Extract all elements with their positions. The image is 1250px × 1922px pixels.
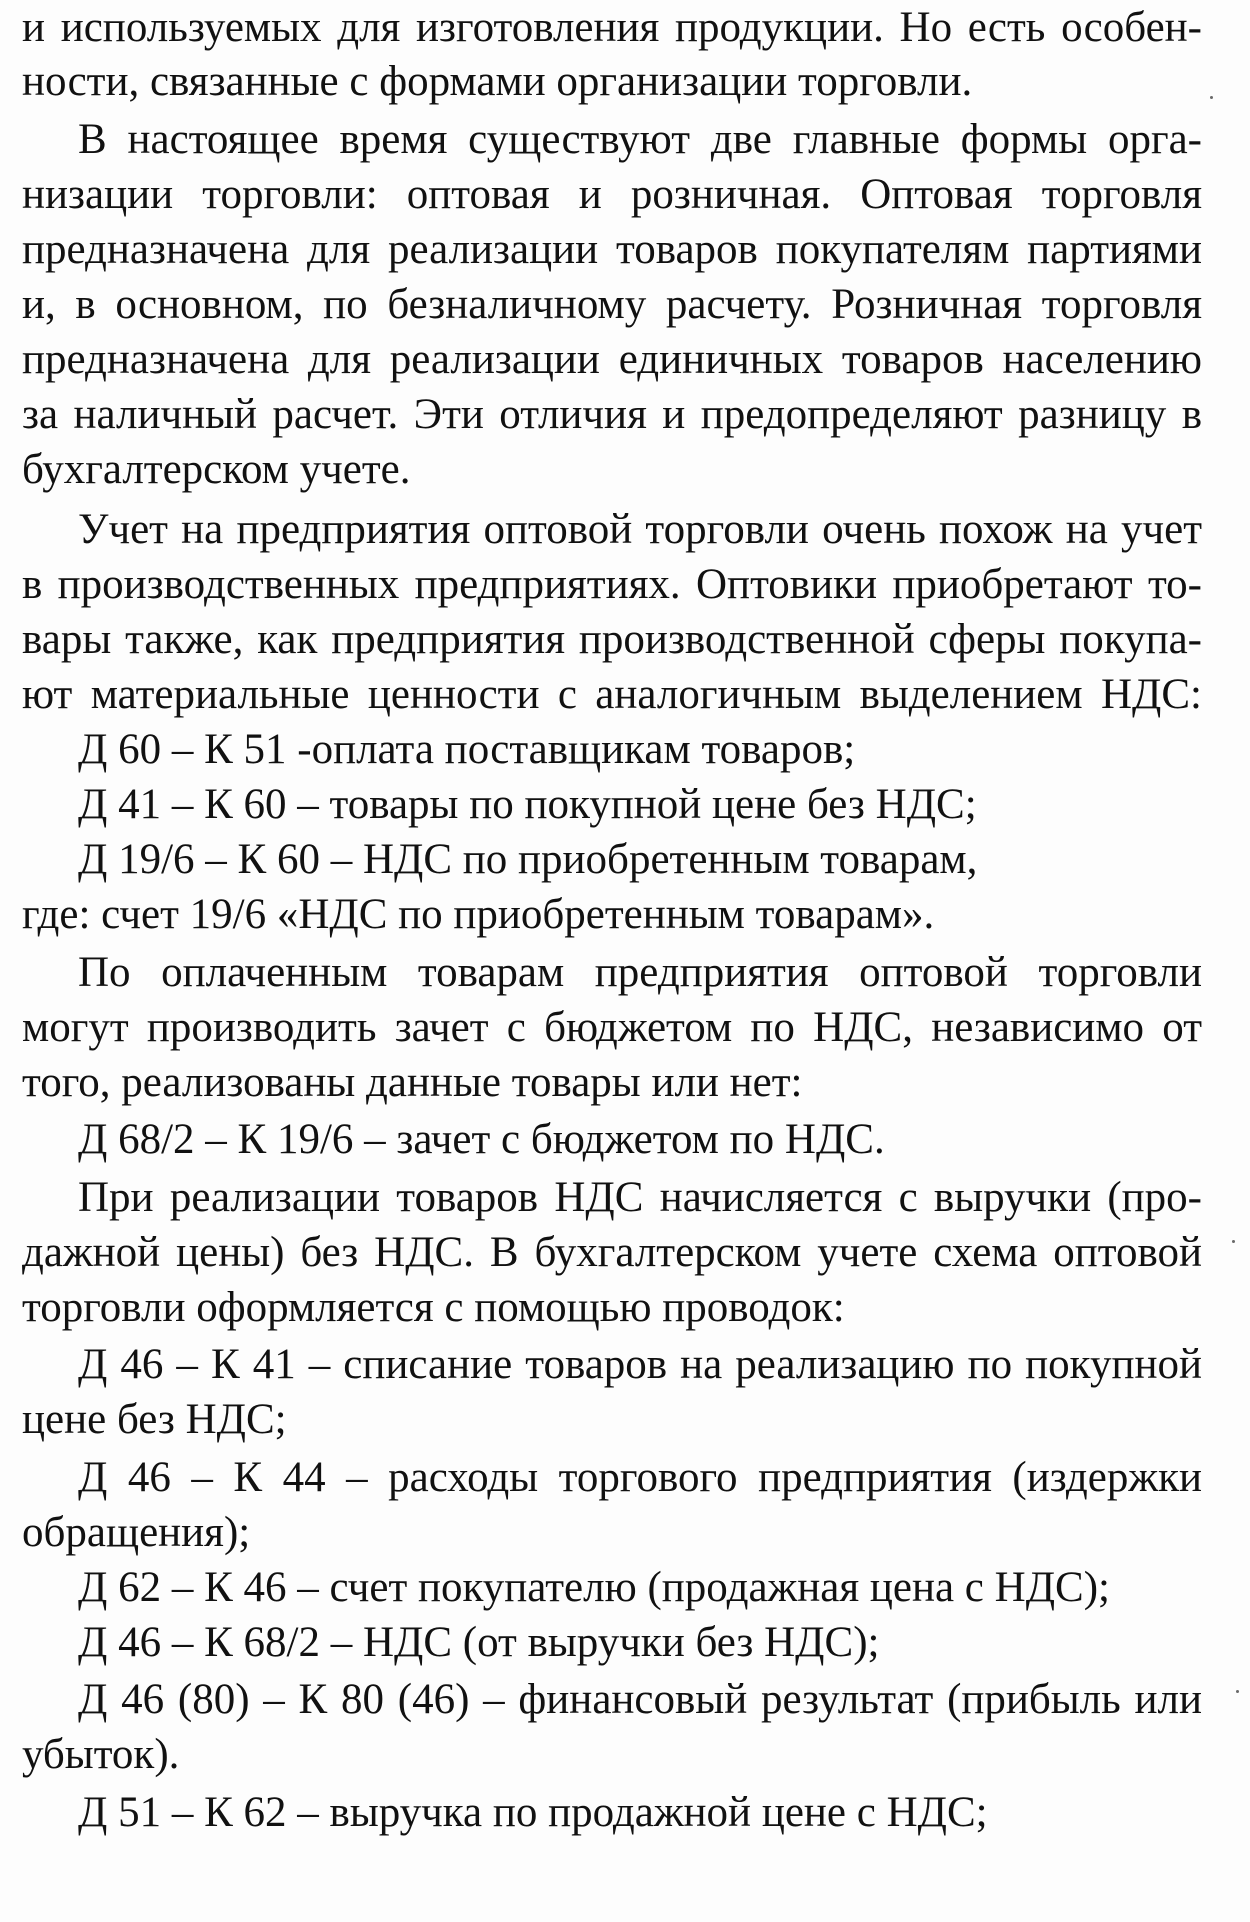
text-line: предназначена для реализации единичных товаров населению: [22, 336, 1202, 383]
text-line: предназначена для реализации товаров покупателям партиями: [22, 226, 1202, 273]
text-line: По оплаченным товарам предприятия оптовой торговли: [78, 949, 1202, 996]
text-line: и используемых для изготовления продукции. Но есть особен-: [22, 4, 1202, 51]
accounting-entry: Д 41 – К 60 – товары по покупной цене без НДС;: [78, 781, 977, 828]
accounting-entry: Д 19/6 – К 60 – НДС по приобретенным товарам,: [78, 836, 978, 883]
text-line: При реализации товаров НДС начисляется с выручки (про-: [78, 1174, 1202, 1221]
accounting-entry: Д 46 – К 44 – расходы торгового предприятия (издержки: [78, 1454, 1202, 1501]
scan-speck: [1210, 96, 1213, 99]
accounting-entry: Д 46 (80) – К 80 (46) – финансовый результат (прибыль или: [78, 1676, 1202, 1723]
accounting-entry: Д 46 – К 68/2 – НДС (от выручки без НДС);: [78, 1619, 880, 1666]
text-line: и, в основном, по безналичному расчету. Розничная торговля: [22, 281, 1202, 328]
text-line: Учет на предприятия оптовой торговли очень похож на учет: [78, 506, 1202, 553]
accounting-entry: Д 51 – К 62 – выручка по продажной цене с НДС;: [78, 1789, 988, 1836]
text-line: дажной цены) без НДС. В бухгалтерском учете схема оптовой: [22, 1229, 1202, 1276]
text-line: где: счет 19/6 «НДС по приобретенным товарам».: [22, 891, 935, 938]
text-line: могут производить зачет с бюджетом по НДС, независимо от: [22, 1004, 1202, 1051]
text-line: обращения);: [22, 1509, 251, 1556]
accounting-entry: Д 60 – К 51 -оплата поставщикам товаров;: [78, 726, 856, 773]
accounting-entry: Д 68/2 – К 19/6 – зачет с бюджетом по НДС.: [78, 1116, 885, 1163]
text-line: в производственных предприятиях. Оптовики приобретают то-: [22, 561, 1202, 608]
text-line: бухгалтерском учете.: [22, 446, 411, 493]
scan-speck: [1236, 1690, 1239, 1693]
text-line: убыток).: [22, 1731, 180, 1778]
text-line: ности, связанные с формами организации торговли.: [22, 58, 973, 105]
scan-speck: [1232, 1240, 1235, 1243]
text-line: торговли оформляется с помощью проводок:: [22, 1284, 845, 1331]
text-line: того, реализованы данные товары или нет:: [22, 1059, 803, 1106]
text-line: цене без НДС;: [22, 1396, 287, 1443]
accounting-entry: Д 46 – К 41 – списание товаров на реализацию по покупной: [78, 1341, 1202, 1388]
text-line: ют материальные ценности с аналогичным выделением НДС:: [22, 671, 1202, 718]
accounting-entry: Д 62 – К 46 – счет покупателю (продажная цена с НДС);: [78, 1564, 1110, 1611]
text-line: низации торговли: оптовая и розничная. Оптовая торговля: [22, 171, 1202, 218]
text-line: В настоящее время существуют две главные формы орга-: [78, 116, 1202, 163]
text-line: за наличный расчет. Эти отличия и предопределяют разницу в: [22, 391, 1202, 438]
text-line: вары также, как предприятия производственной сферы покупа-: [22, 616, 1202, 663]
